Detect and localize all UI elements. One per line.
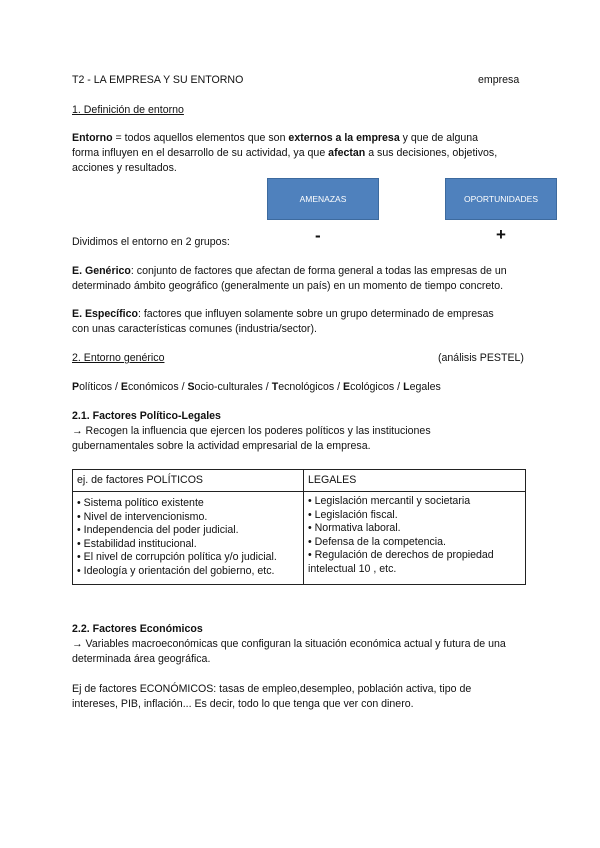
generic-term: E. Genérico <box>72 265 131 277</box>
opportunities-box: OPORTUNIDADES <box>445 178 557 220</box>
economic-examples-line-2: intereses, PIB, inflación... Es decir, todo lo que tenga que ver con dinero. <box>72 698 414 710</box>
list-item: • Sistema político existente <box>77 497 204 509</box>
table-row <box>73 492 526 585</box>
table-header-row <box>73 470 526 492</box>
section1-heading: 1. Definición de entorno <box>72 104 184 116</box>
threats-box: AMENAZAS <box>267 178 379 220</box>
subject-tag: empresa <box>478 74 520 86</box>
pestel-item: Legales <box>403 381 441 393</box>
specific-text-2: con unas características comunes (industria/sector). <box>72 323 317 335</box>
pestel-list: Políticos / Económicos / Socio-culturales / Tecnológicos / Ecológicos / Legales <box>72 381 441 393</box>
political-legal-table <box>72 469 526 585</box>
definition-line-1 <box>72 131 532 146</box>
list-item: • Ideología y orientación del gobierno, etc. <box>77 564 275 577</box>
definition-text-a: = todos aquellos elementos que son <box>112 132 289 144</box>
pestel-note: (análisis PESTEL) <box>438 352 524 364</box>
definition-text-2a: forma influyen en el desarrollo de su actividad, ya que <box>72 147 329 159</box>
generic-text-2: determinado ámbito geográfico (generalmente un país) en un momento de tiempo concreto. <box>72 280 504 292</box>
opportunities-sign: + <box>496 225 506 244</box>
generic-text-1: : conjunto de factores que afectan de forma general a todas las empresas de un <box>130 265 507 277</box>
definition-emphasis-2: afectan <box>328 147 366 159</box>
pestel-item: Socio-culturales <box>187 381 263 393</box>
legal-factors-cell <box>304 492 526 585</box>
pestel-item: Económicos <box>120 381 179 393</box>
economic-examples <box>72 682 542 712</box>
list-item: • Nivel de intervencionismo. <box>77 510 208 523</box>
table-header-political: ej. de factores POLÍTICOS <box>73 470 304 492</box>
list-item: intelectual 10 , etc. <box>308 562 397 575</box>
list-item: • Normativa laboral. <box>308 522 401 534</box>
subsection-22-text <box>72 637 542 667</box>
subsection-21-line-2: gubernamentales sobre la actividad empresarial de la empresa. <box>72 440 371 452</box>
definition-text-2c: a sus decisiones, objetivos, <box>365 147 498 159</box>
definition-paragraph <box>72 131 532 176</box>
subsection-22-heading: 2.2. Factores Económicos <box>72 623 203 635</box>
economic-examples-line-1: Ej de factores ECONÓMICOS: tasas de empleo,desempleo, población activa, tipo de <box>72 683 472 695</box>
political-factors-cell <box>73 492 304 585</box>
list-item: • Legislación mercantil y societaria <box>308 495 471 507</box>
list-item: • Defensa de la competencia. <box>308 535 446 548</box>
list-item: • Legislación fiscal. <box>308 508 398 521</box>
pestel-item: Políticos <box>72 381 113 393</box>
subsection-21-line-1: → Recogen la influencia que ejercen los poderes políticos y las instituciones <box>72 425 431 437</box>
specific-term: E. Específico <box>72 308 138 320</box>
subsection-22-line-2: determinada área geográfica. <box>72 653 211 665</box>
threats-sign: - <box>315 226 321 245</box>
subsection-21-heading: 2.1. Factores Político-Legales <box>72 410 221 422</box>
subsection-21-text <box>72 424 532 454</box>
table-header-legal: LEGALES <box>304 470 526 492</box>
subsection-22-line-1: → Variables macroeconómicas que configuran la situación económica actual y futura de una <box>72 638 506 650</box>
document-title: T2 - LA EMPRESA Y SU ENTORNO <box>72 74 244 86</box>
definition-text-c: y que de alguna <box>399 132 479 144</box>
definition-line-2 <box>72 146 532 161</box>
generic-definition <box>72 264 532 294</box>
specific-text-1: : factores que influyen solamente sobre un grupo determinado de empresas <box>137 308 494 320</box>
pestel-item: Ecológicos <box>342 381 395 393</box>
definition-line-3: acciones y resultados. <box>72 162 177 174</box>
section2-heading: 2. Entorno genérico <box>72 352 165 364</box>
definition-emphasis: externos a la empresa <box>288 132 400 144</box>
specific-definition <box>72 307 532 337</box>
list-item: • El nivel de corrupción política y/o judicial. <box>77 551 277 563</box>
list-item: • Regulación de derechos de propiedad <box>308 549 494 561</box>
groups-intro: Dividimos el entorno en 2 grupos: <box>72 236 230 248</box>
pestel-item: Tecnológicos <box>271 381 335 393</box>
definition-term: Entorno <box>72 132 113 144</box>
list-item: • Estabilidad institucional. <box>77 537 197 550</box>
list-item: • Independencia del poder judicial. <box>77 524 239 536</box>
